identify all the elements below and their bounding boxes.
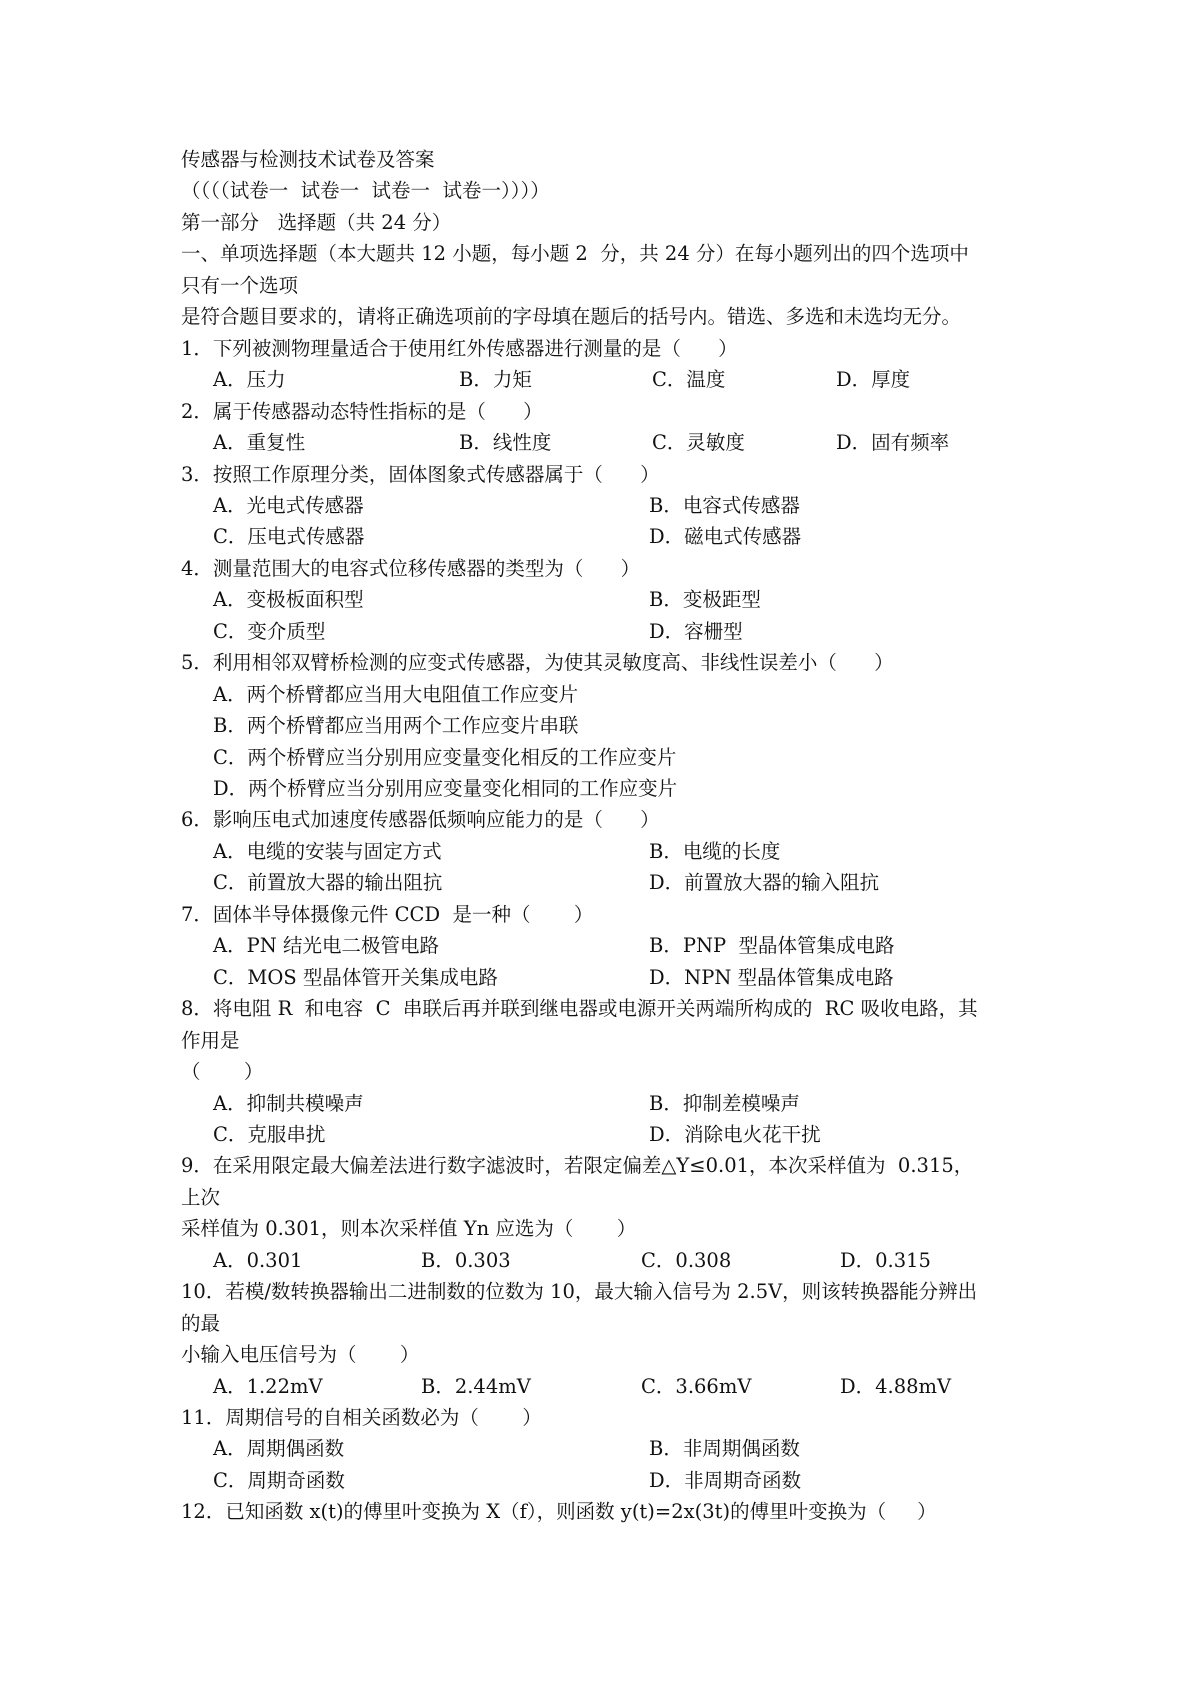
answer-option: B．电容式传感器	[649, 493, 800, 517]
answer-option: A．PN 结光电二极管电路	[213, 934, 439, 958]
question-stem: 上次	[181, 1185, 221, 1209]
answer-option: C．灵敏度	[652, 431, 745, 455]
answer-option: D．消除电火花干扰	[649, 1122, 821, 1146]
question-stem: 2．属于传感器动态特性指标的是（ ）	[181, 399, 543, 423]
answer-option: B．变极距型	[649, 588, 761, 612]
answer-option: C．温度	[652, 368, 726, 392]
document-subtitle: （（（（试卷一 试卷一 试卷一 试卷一））））	[181, 179, 556, 203]
answer-option: D．非周期奇函数	[649, 1468, 802, 1492]
answer-option: A．两个桥臂都应当用大电阻值工作应变片	[213, 682, 579, 706]
answer-option: C．3.66mV	[641, 1374, 752, 1398]
answer-option: D．磁电式传感器	[649, 525, 802, 549]
answer-option: B．非周期偶函数	[649, 1437, 800, 1461]
document-title: 传感器与检测技术试卷及答案	[181, 148, 435, 171]
instructions-text: 一、单项选择题（本大题共 12 小题，每小题 2 分，共 24 分）在每小题列出的四个选项中	[181, 242, 969, 266]
question-stem: （ ）	[181, 1060, 264, 1084]
answer-option: A．抑制共模噪声	[213, 1091, 364, 1115]
answer-option: D．容栅型	[649, 619, 743, 643]
answer-option: D．4.88mV	[840, 1374, 952, 1398]
answer-option: B．两个桥臂都应当用两个工作应变片串联	[213, 714, 579, 738]
answer-option: C．MOS 型晶体管开关集成电路	[213, 965, 498, 989]
answer-option: D．0.315	[840, 1248, 931, 1272]
answer-option: C．0.308	[641, 1248, 732, 1272]
question-stem: 的最	[181, 1311, 221, 1335]
instructions-text: 是符合题目要求的，请将正确选项前的字母填在题后的括号内。错选、多选和未选均无分。	[181, 305, 962, 329]
answer-option: C．周期奇函数	[213, 1468, 345, 1492]
answer-option: B．线性度	[459, 431, 552, 455]
question-stem: 小输入电压信号为（ ）	[181, 1343, 420, 1367]
question-stem: 10．若模/数转换器输出二进制数的位数为 10，最大输入信号为 2.5V，则该转换器能分辨出	[181, 1280, 978, 1304]
answer-option: A．压力	[213, 368, 286, 392]
question-stem: 1．下列被测物理量适合于使用红外传感器进行测量的是（ ）	[181, 336, 738, 360]
question-stem: 3．按照工作原理分类，固体图象式传感器属于（ ）	[181, 462, 660, 486]
question-stem: 6．影响压电式加速度传感器低频响应能力的是（ ）	[181, 808, 660, 832]
section-heading: 第一部分 选择题（共 24 分）	[181, 210, 452, 234]
answer-option: B．力矩	[459, 368, 532, 392]
answer-option: D．固有频率	[836, 431, 950, 455]
question-stem: 8．将电阻 R 和电容 C 串联后再并联到继电器或电源开关两端所构成的 RC 吸收电路，其	[181, 997, 978, 1021]
answer-option: C．克服串扰	[213, 1122, 326, 1146]
answer-option: D．两个桥臂应当分别用应变量变化相同的工作应变片	[213, 777, 678, 800]
answer-option: B．0.303	[421, 1248, 511, 1272]
question-stem: 12．已知函数 x(t)的傅里叶变换为 X（f），则函数 y(t)=2x(3t)的傅里叶变换为（ ）	[181, 1500, 937, 1524]
answer-option: A．1.22mV	[213, 1374, 323, 1398]
answer-option: D．NPN 型晶体管集成电路	[649, 965, 894, 989]
answer-option: A．周期偶函数	[213, 1437, 345, 1461]
answer-option: C．变介质型	[213, 619, 326, 643]
question-stem: 11．周期信号的自相关函数必为（ ）	[181, 1406, 542, 1429]
answer-option: D．厚度	[836, 368, 911, 392]
answer-option: B．2.44mV	[421, 1374, 531, 1398]
answer-option: C．两个桥臂应当分别用应变量变化相反的工作应变片	[213, 745, 677, 769]
answer-option: B．抑制差模噪声	[649, 1091, 800, 1115]
question-stem: 4．测量范围大的电容式位移传感器的类型为（ ）	[181, 556, 641, 580]
answer-option: C．压电式传感器	[213, 525, 365, 549]
answer-option: A．0.301	[213, 1248, 303, 1272]
answer-option: A．电缆的安装与固定方式	[213, 839, 442, 863]
question-stem: 作用是	[181, 1028, 240, 1052]
answer-option: B．电缆的长度	[649, 839, 781, 863]
question-stem: 5．利用相邻双臂桥检测的应变式传感器，为使其灵敏度高、非线性误差小（ ）	[181, 651, 894, 675]
answer-option: A．变极板面积型	[213, 588, 364, 612]
question-stem: 采样值为 0.301，则本次采样值 Yn 应选为（ ）	[181, 1217, 637, 1241]
answer-option: C．前置放大器的输出阻抗	[213, 871, 443, 895]
answer-option: A．重复性	[213, 431, 306, 455]
answer-option: D．前置放大器的输入阻抗	[649, 871, 880, 895]
answer-option: A．光电式传感器	[213, 493, 364, 517]
question-stem: 9．在采用限定最大偏差法进行数字滤波时，若限定偏差△Y≤0.01，本次采样值为 0.315，	[181, 1154, 974, 1178]
instructions-text: 只有一个选项	[181, 273, 299, 297]
question-stem: 7．固体半导体摄像元件 CCD 是一种（ ）	[181, 902, 594, 926]
answer-option: B．PNP 型晶体管集成电路	[649, 934, 895, 958]
